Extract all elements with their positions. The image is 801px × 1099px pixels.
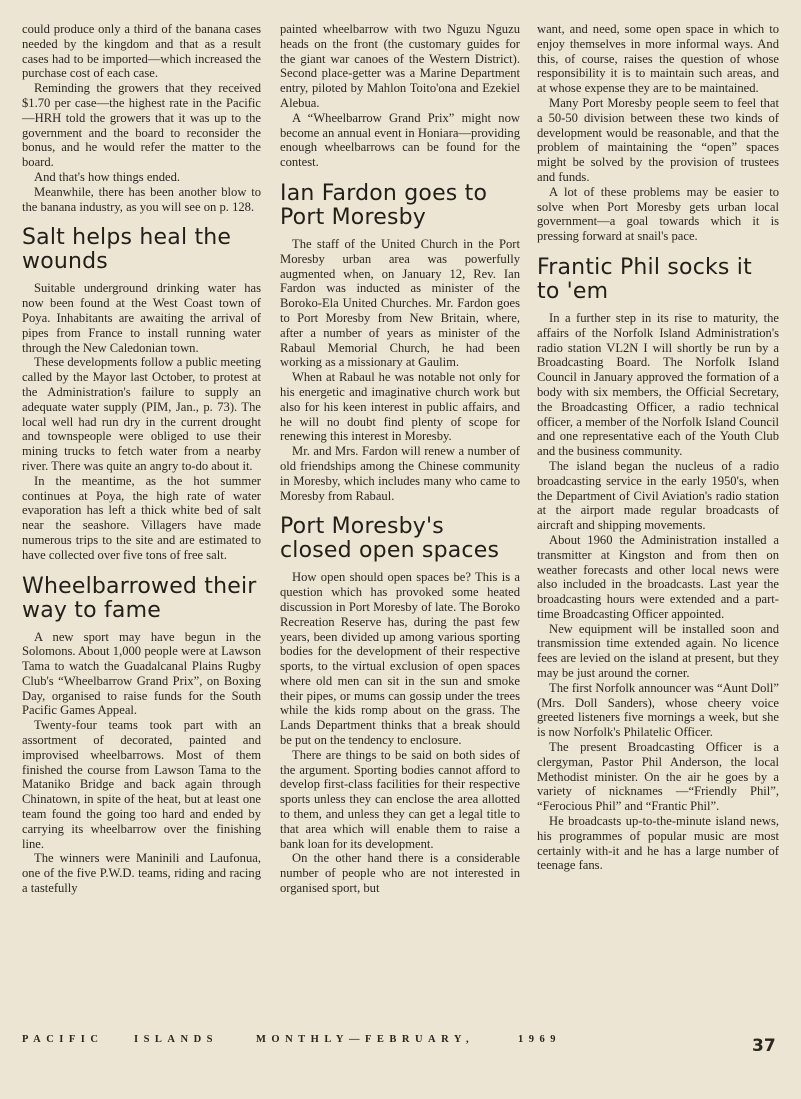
footer-word: ISLANDS — [134, 1034, 219, 1045]
paragraph: The island began the nucleus of a radio broadcasting service in the early 1950's, when the Department of Civil Aviation's radio station at the airport made regular broadcasts of aircraft and shipping movements. — [537, 458, 779, 533]
headline-wheelbarrow: Wheelbarrowed their way to fame — [22, 573, 257, 623]
headline-salt: Salt helps heal the wounds — [22, 225, 232, 275]
paragraph: The first Norfolk announcer was “Aunt Doll” (Mrs. Doll Sanders), whose cheery voice greeted listeners five mornings a week, but she is now Norfolk's Philatelic Officer. — [537, 680, 779, 740]
paragraph: The present Broadcasting Officer is a clergyman, Pastor Phil Anderson, the local Methodist minister. On the air he goes by a variety of nicknames —“Friendly Phil”, “Ferocious Phil” and “Frantic Phil”. — [537, 740, 779, 814]
paragraph: painted wheelbarrow with two Nguzu Nguzu heads on the front (the customary guides for the giant war canoes of the Western District). Second place-getter was a Marine Department entry, piloted by Mahlon Toito'ona and Ezekiel Alebua. — [280, 22, 520, 110]
paragraph: want, and need, some open space in which to enjoy themselves in more informal ways. And this, of course, raises the question of whose responsibility it is to maintain such areas, and at whose expense they are to be maintained. — [537, 22, 779, 96]
footer-year: 1969 — [518, 1034, 561, 1045]
paragraph: On the other hand there is a considerable number of people who are not interested in organised sport, but — [280, 851, 520, 896]
paragraph: A new sport may have begun in the Solomons. About 1,000 people were at Lawson Tama to watch the Guadalcanal Plains Rugby Club's “Wheelbarrow Grand Prix”, on Boxing Day, organised to raise funds for the South Pacific Games Appeal. — [22, 629, 261, 718]
column-middle — [280, 22, 520, 896]
column-right — [537, 22, 779, 873]
paragraph: Meanwhile, there has been another blow to the banana industry, as you will see on p. 128. — [22, 184, 261, 214]
paragraph: Mr. and Mrs. Fardon will renew a number of old friendships among the Chinese community in Moresby, which includes many who came to Moresby from Rabaul. — [280, 444, 520, 503]
paragraph: Twenty-four teams took part with an assortment of decorated, painted and improvised wheelbarrows. Most of them finished the course from Lawson Tama to the Mataniko Bridge and back again through Chinatown, in spite of the heat, but at least one team found the going too hard and ended by carrying its wheelbarrow over the finishing line. — [22, 718, 261, 851]
paragraph: New equipment will be installed soon and transmission time extended again. No licence fees are levied on the island at present, but they may be just around the corner. — [537, 621, 779, 681]
paragraph: There are things to be said on both sides of the argument. Sporting bodies cannot afford to develop first-class facilities for their respective sports unless they can enclose the area allotted to them, and unless they can get a legal title to that area which will enable them to raise a bank loan for its development. — [280, 747, 520, 851]
headline-frantic-phil: Frantic Phil socks it to 'em — [537, 254, 752, 304]
paragraph: In the meantime, as the hot summer continues at Poya, the high rate of water evaporation has left a thick white bed of salt near the seashore. Villagers have made numerous trips to the site and are estimated to have collected over five tons of free salt. — [22, 473, 261, 562]
running-footer — [22, 1034, 762, 1045]
paragraph: When at Rabaul he was notable not only for his energetic and imaginative church work but also for his keen interest in public affairs, and he will no doubt find plenty of scope for renewing this interest in Moresby. — [280, 370, 520, 444]
paragraph: Reminding the growers that they received $1.70 per case—the highest rate in the Pacific—HRH told the growers that it was up to the government and the board to reconsider the bonus, and he would refer the matter to the board. — [22, 81, 261, 170]
paragraph: And that's how things ended. — [34, 169, 181, 184]
paragraph: could produce only a third of the banana cases needed by the kingdom and that as a result cases had to be imported—which increased the purchase cost of each case. — [22, 22, 261, 81]
headline-open-spaces: Port Moresby's closed open spaces — [280, 514, 500, 564]
paragraph: He broadcasts up-to-the-minute island news, his programmes of popular music are most certainly with-it and he has a large number of teenage fans. — [537, 814, 779, 873]
footer-word: PACIFIC — [22, 1034, 104, 1045]
page-number: 37 — [752, 1036, 776, 1056]
paragraph: These developments follow a public meeting called by the Mayor last October, to protest at the Administration's failure to supply an adequate water supply (PIM, Jan., p. 73). The local well had run dry in the current drought and townspeople were obliged to use their mining trucks to fetch water from a nearby river. There was quite an angry to-do about it. — [22, 355, 261, 473]
paragraph: The winners were Maninili and Laufonua, one of the five P.W.D. teams, riding and racing a tastefully — [22, 851, 261, 896]
headline-fardon: Ian Fardon goes to Port Moresby — [280, 180, 488, 230]
paragraph: The staff of the United Church in the Port Moresby urban area was powerfully augmented when, on January 12, Rev. Ian Fardon was inducted as minister of the Boroko-Ela United Churches. Mr. Fardon goes to Port Moresby from New Britain, where, after a number of years as minister of the Rabaul Memorial Church, he had been working as a missionary at Gaulim. — [280, 236, 520, 370]
footer-word: MONTHLY—FEBRUARY, — [256, 1034, 475, 1045]
paragraph: Many Port Moresby people seem to feel that a 50-50 division between these two kinds of development would be reasonable, and that the problem of maintaining the “open” spaces might be solved by the provision of trustees and funds. — [537, 95, 779, 184]
column-left — [22, 22, 261, 896]
paragraph: About 1960 the Administration installed a transmitter at Kingston and from then on weather forecasts and other local news were also included in the broadcasts. Last year the broadcasting hours were extended and a part-time Broadcasting Officer appointed. — [537, 532, 779, 621]
paragraph: Suitable underground drinking water has now been found at the West Coast town of Poya. Inhabitants are awaiting the arrival of pipes from France to install running water through the New Caledonian town. — [22, 281, 261, 355]
paragraph: A “Wheelbarrow Grand Prix” might now become an annual event in Honiara—providing enough wheelbarrows can be found for the contest. — [280, 110, 520, 170]
paragraph: How open should open spaces be? This is a question which has provoked some heated discussion in Port Moresby of late. The Boroko Recreation Reserve has, during the past few years, been divided up among various sporting bodies for the development of their respective sports, to the virtual exclusion of open spaces where old men can sit in the sun and smoke their pipes, or mums can gossip under the trees while the kids romp about on the grass. The Lands Department thinks that a break should be put on the tendency to enclosure. — [280, 570, 520, 748]
paragraph: A lot of these problems may be easier to solve when Port Moresby gets urban local government—a goal towards which it is pressing forward at snail's pace. — [537, 184, 779, 244]
paragraph: In a further step in its rise to maturity, the affairs of the Norfolk Island Administration's radio station VL2N I will shortly be run by a Broadcasting Board. The Norfolk Island Council in January approved the formation of a body with six members, the Official Secretary, the Broadcasting Officer, a radio technical officer, a member of the Norfolk Island Council and one representative each of the Youth Club and the business community. — [537, 310, 779, 459]
